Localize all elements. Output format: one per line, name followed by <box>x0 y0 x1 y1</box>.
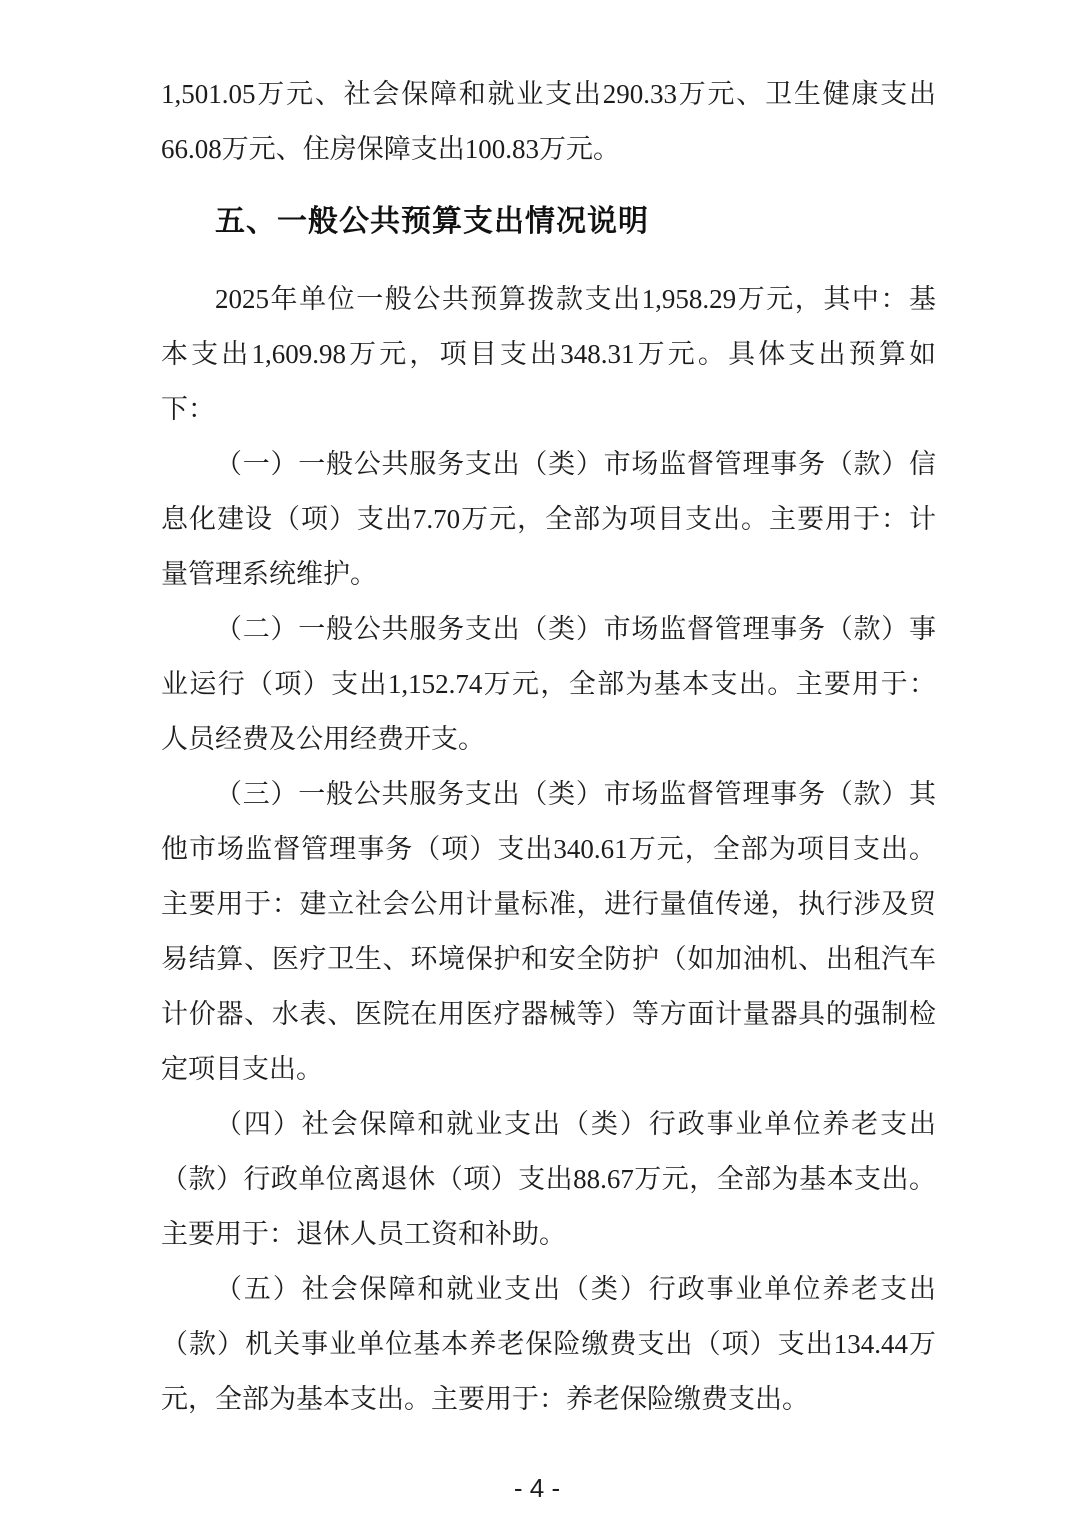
body-text-line: 量管理系统维护。 <box>161 559 377 589</box>
body-text-line: 息化建设（项）支出7.70万元，全部为项目支出。主要用于：计 <box>161 504 936 534</box>
body-text-line: 定项目支出。 <box>161 1054 323 1084</box>
body-text-line: （三）一般公共服务支出（类）市场监督管理事务（款）其 <box>215 779 936 809</box>
body-text-line: 计价器、水表、医院在用医疗器械等）等方面计量器具的强制检 <box>161 999 936 1029</box>
body-text-line: 下： <box>161 394 215 424</box>
body-text-line: （五）社会保障和就业支出（类）行政事业单位养老支出 <box>215 1274 936 1304</box>
body-text-line: 人员经费及公用经费开支。 <box>161 724 485 754</box>
body-text-line: （二）一般公共服务支出（类）市场监督管理事务（款）事 <box>215 614 936 644</box>
section-heading: 五、一般公共预算支出情况说明 <box>215 205 649 238</box>
body-text-line: 2025年单位一般公共预算拨款支出1,958.29万元，其中：基 <box>215 284 936 314</box>
paragraph-overview <box>161 272 936 437</box>
paragraph-item-4-retirement <box>161 1097 936 1262</box>
body-text-line: （四）社会保障和就业支出（类）行政事业单位养老支出 <box>215 1109 936 1139</box>
body-text-line: （一）一般公共服务支出（类）市场监督管理事务（款）信 <box>215 449 936 479</box>
paragraph-item-2-operation <box>161 602 936 767</box>
body-text-line: 元，全部为基本支出。主要用于：养老保险缴费支出。 <box>161 1384 809 1414</box>
body-text-line: 主要用于：退休人员工资和补助。 <box>161 1219 566 1249</box>
body-text-line: 1,501.05万元、社会保障和就业支出290.33万元、卫生健康支出 <box>161 79 936 109</box>
body-text-line: （款）行政单位离退休（项）支出88.67万元，全部为基本支出。 <box>161 1164 936 1194</box>
body-text-line: 主要用于：建立社会公用计量标准，进行量值传递，执行涉及贸 <box>161 889 936 919</box>
page-number: - 4 - <box>513 1473 561 1503</box>
paragraph-item-3-other-supervision <box>161 767 936 1097</box>
paragraph-item-5-pension-insurance <box>161 1262 936 1427</box>
page-body-text <box>161 67 936 1427</box>
body-text-line: 66.08万元、住房保障支出100.83万元。 <box>161 134 620 164</box>
body-text-line: 易结算、医疗卫生、环境保护和安全防护（如加油机、出租汽车 <box>161 944 936 974</box>
carryover-paragraph <box>161 67 936 177</box>
paragraph-item-1-informatization <box>161 437 936 602</box>
body-text-line: 本支出1,609.98万元，项目支出348.31万元。具体支出预算如 <box>161 339 936 369</box>
body-text-line: 业运行（项）支出1,152.74万元，全部为基本支出。主要用于： <box>161 669 936 699</box>
body-text-line: （款）机关事业单位基本养老保险缴费支出（项）支出134.44万 <box>161 1329 936 1359</box>
body-text-line: 他市场监督管理事务（项）支出340.61万元，全部为项目支出。 <box>161 834 936 864</box>
